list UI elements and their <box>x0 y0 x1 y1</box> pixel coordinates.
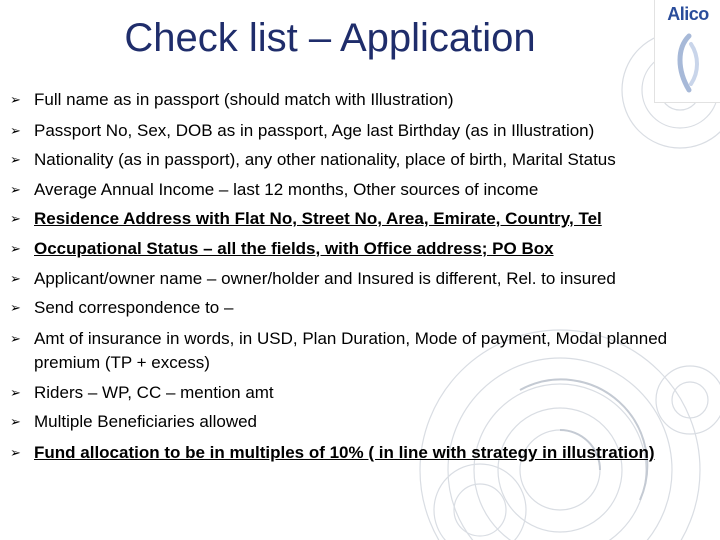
arrow-bullet-icon: ➢ <box>10 271 21 286</box>
checklist-item-text: Average Annual Income – last 12 months, Other sources of income <box>34 180 539 199</box>
slide-title: Check list – Application <box>124 16 536 60</box>
arrow-bullet-icon: ➢ <box>10 211 21 226</box>
arrow-bullet-icon: ➢ <box>10 182 21 197</box>
arrow-bullet-icon: ➢ <box>10 152 21 167</box>
logo-text: Alico <box>667 4 709 24</box>
checklist-item-text: Applicant/owner name – owner/holder and Insured is different, Rel. to insured <box>34 269 616 288</box>
checklist-item-text: Residence Address with Flat No, Street No, Area, Emirate, Country, Tel <box>34 209 602 228</box>
arrow-bullet-icon: ➢ <box>10 331 21 346</box>
checklist-item-text: Nationality (as in passport), any other nationality, place of birth, Marital Status <box>34 150 616 169</box>
arrow-bullet-icon: ➢ <box>10 385 21 400</box>
arrow-bullet-icon: ➢ <box>10 445 21 460</box>
arrow-bullet-icon: ➢ <box>10 123 21 138</box>
alico-logo-icon <box>669 30 709 96</box>
arrow-bullet-icon: ➢ <box>10 300 21 315</box>
checklist-item-text: Full name as in passport (should match with Illustration) <box>34 90 454 109</box>
checklist-item-text: Multiple Beneficiaries allowed <box>34 412 258 431</box>
checklist-item-text: Riders – WP, CC – mention amt <box>34 383 274 402</box>
checklist-item-text: Occupational Status – all the fields, with Office address; PO Box <box>34 239 554 258</box>
arrow-bullet-icon: ➢ <box>10 414 21 429</box>
arrow-bullet-icon: ➢ <box>10 241 21 256</box>
checklist-item-text: Passport No, Sex, DOB as in passport, Age last Birthday (as in Illustration) <box>34 121 595 140</box>
arrow-bullet-icon: ➢ <box>10 92 21 107</box>
checklist-item-text: Send correspondence to – <box>34 298 234 317</box>
checklist-item-text: Fund allocation to be in multiples of 10% ( in line with strategy in illustration) <box>34 443 655 462</box>
checklist-item-text: Amt of insurance in words, in USD, Plan Duration, Mode of payment, Modal planned premium (TP + excess) <box>34 329 668 372</box>
